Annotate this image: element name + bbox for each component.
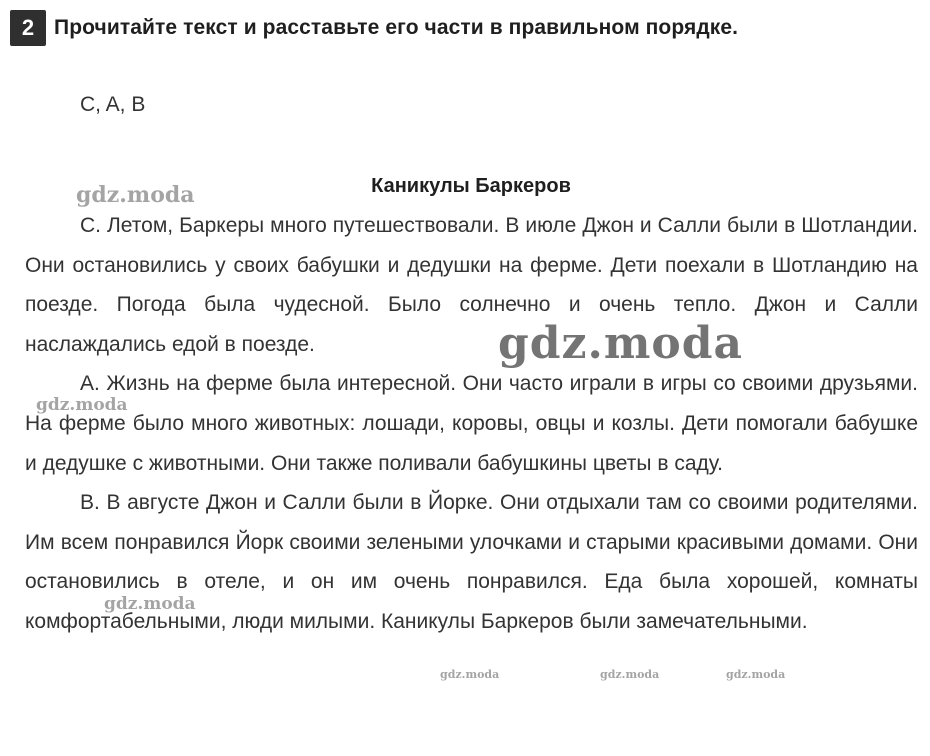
story-body [25,206,918,642]
watermark-logo: gdz.moda [726,668,786,681]
watermark-logo: gdz.moda [600,668,660,681]
story-paragraph-a: А. Жизнь на ферме была интересной. Они часто играли в игры со своими друзьями. На ферме было много животных: лошади, коровы, овцы и козлы. Дети помогали бабушке и дедушке с животными. Они также поливали бабушкины цветы в саду. [25,372,918,475]
task-header [10,10,738,46]
story-paragraph-b: В. В августе Джон и Салли были в Йорке. Они отдыхали там со своими родителями. Им всем понравился Йорк своими зелеными улочками и старыми красивыми домами. Они остановились в отеле, и он им очень понравился. Еда была хорошей, комнаты комфортабельными, люди милыми. Каникулы Баркеров были замечательными. [25,491,918,633]
task-title: Прочитайте текст и расставьте его части в правильном порядке. [54,16,739,39]
watermark-logo: gdz.moda [440,668,500,681]
watermark-logo: gdz.moda [76,182,195,208]
task-number-badge: 2 [10,10,46,46]
watermark-logo: gdz.moda [104,594,196,614]
watermark-logo-large: gdz.moda [498,318,744,369]
answer-text: C, A, B [80,93,146,116]
story-paragraph-c: С. Летом, Баркеры много путешествовали. В июле Джон и Салли были в Шотландии. Они остановились у своих бабушки и дедушки на ферме. Дети поехали в Шотландию на поезде. Погода была чудесной. Было солнечно и очень тепло. Джон и Салли наслаждались едой в поезде. [25,214,918,356]
watermark-logo: gdz.moda [36,395,128,415]
story-title: Каникулы Баркеров [371,175,571,197]
